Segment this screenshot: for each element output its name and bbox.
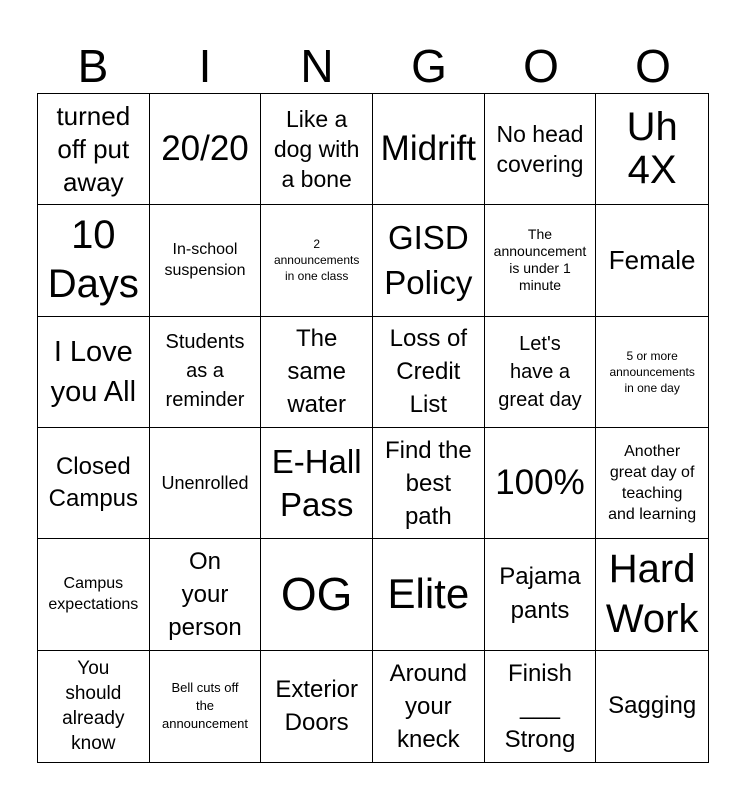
bingo-cell[interactable]: Loss of Credit List [373,317,485,428]
bingo-cell[interactable]: OG [261,539,373,650]
bingo-cell[interactable]: I Love you All [38,317,150,428]
header-letter-o: O [523,40,559,92]
bingo-header [37,38,709,94]
bingo-cell[interactable]: The announcement is under 1 minute [485,205,597,316]
header-letter-i: I [198,40,212,92]
bingo-cell[interactable]: Let's have a great day [485,317,597,428]
bingo-cell[interactable]: Students as a reminder [150,317,262,428]
bingo-cell[interactable]: 20/20 [150,94,262,205]
bingo-cell[interactable]: In-school suspension [150,205,262,316]
bingo-cell[interactable]: Female [596,205,708,316]
bingo-cell[interactable]: Like a dog with a bone [261,94,373,205]
bingo-cell[interactable]: The same water [261,317,373,428]
bingo-cell[interactable]: Elite [373,539,485,650]
bingo-cell[interactable]: Uh 4X [596,94,708,205]
bingo-cell[interactable]: Pajama pants [485,539,597,650]
bingo-cell[interactable]: turned off put away [38,94,150,205]
bingo-cell[interactable]: Bell cuts off the announcement [150,651,262,762]
bingo-cell[interactable]: Find the best path [373,428,485,539]
bingo-cell[interactable]: Another great day of teaching and learning [596,428,708,539]
bingo-cell[interactable]: E-Hall Pass [261,428,373,539]
bingo-cell[interactable]: Hard Work [596,539,708,650]
bingo-cell[interactable]: Around your kneck [373,651,485,762]
header-letter-n: N [300,40,334,92]
bingo-cell[interactable]: 100% [485,428,597,539]
bingo-cell[interactable]: You should already know [38,651,150,762]
bingo-cell[interactable]: Campus expectations [38,539,150,650]
bingo-cell[interactable]: Unenrolled [150,428,262,539]
bingo-cell[interactable]: 10 Days [38,205,150,316]
bingo-cell[interactable]: Closed Campus [38,428,150,539]
bingo-cell[interactable]: On your person [150,539,262,650]
bingo-cell[interactable]: 2 announcements in one class [261,205,373,316]
bingo-cell[interactable]: 5 or more announcements in one day [596,317,708,428]
header-letter-o-2: O [635,40,671,92]
header-letter-g: G [411,40,447,92]
bingo-grid [37,93,709,763]
bingo-cell[interactable]: Finish ___ Strong [485,651,597,762]
header-letter-b: B [77,40,109,92]
bingo-cell[interactable]: Exterior Doors [261,651,373,762]
bingo-cell[interactable]: No head covering [485,94,597,205]
bingo-cell[interactable]: Midrift [373,94,485,205]
bingo-cell[interactable]: Sagging [608,692,697,720]
bingo-cell[interactable]: GISD Policy [373,205,485,316]
